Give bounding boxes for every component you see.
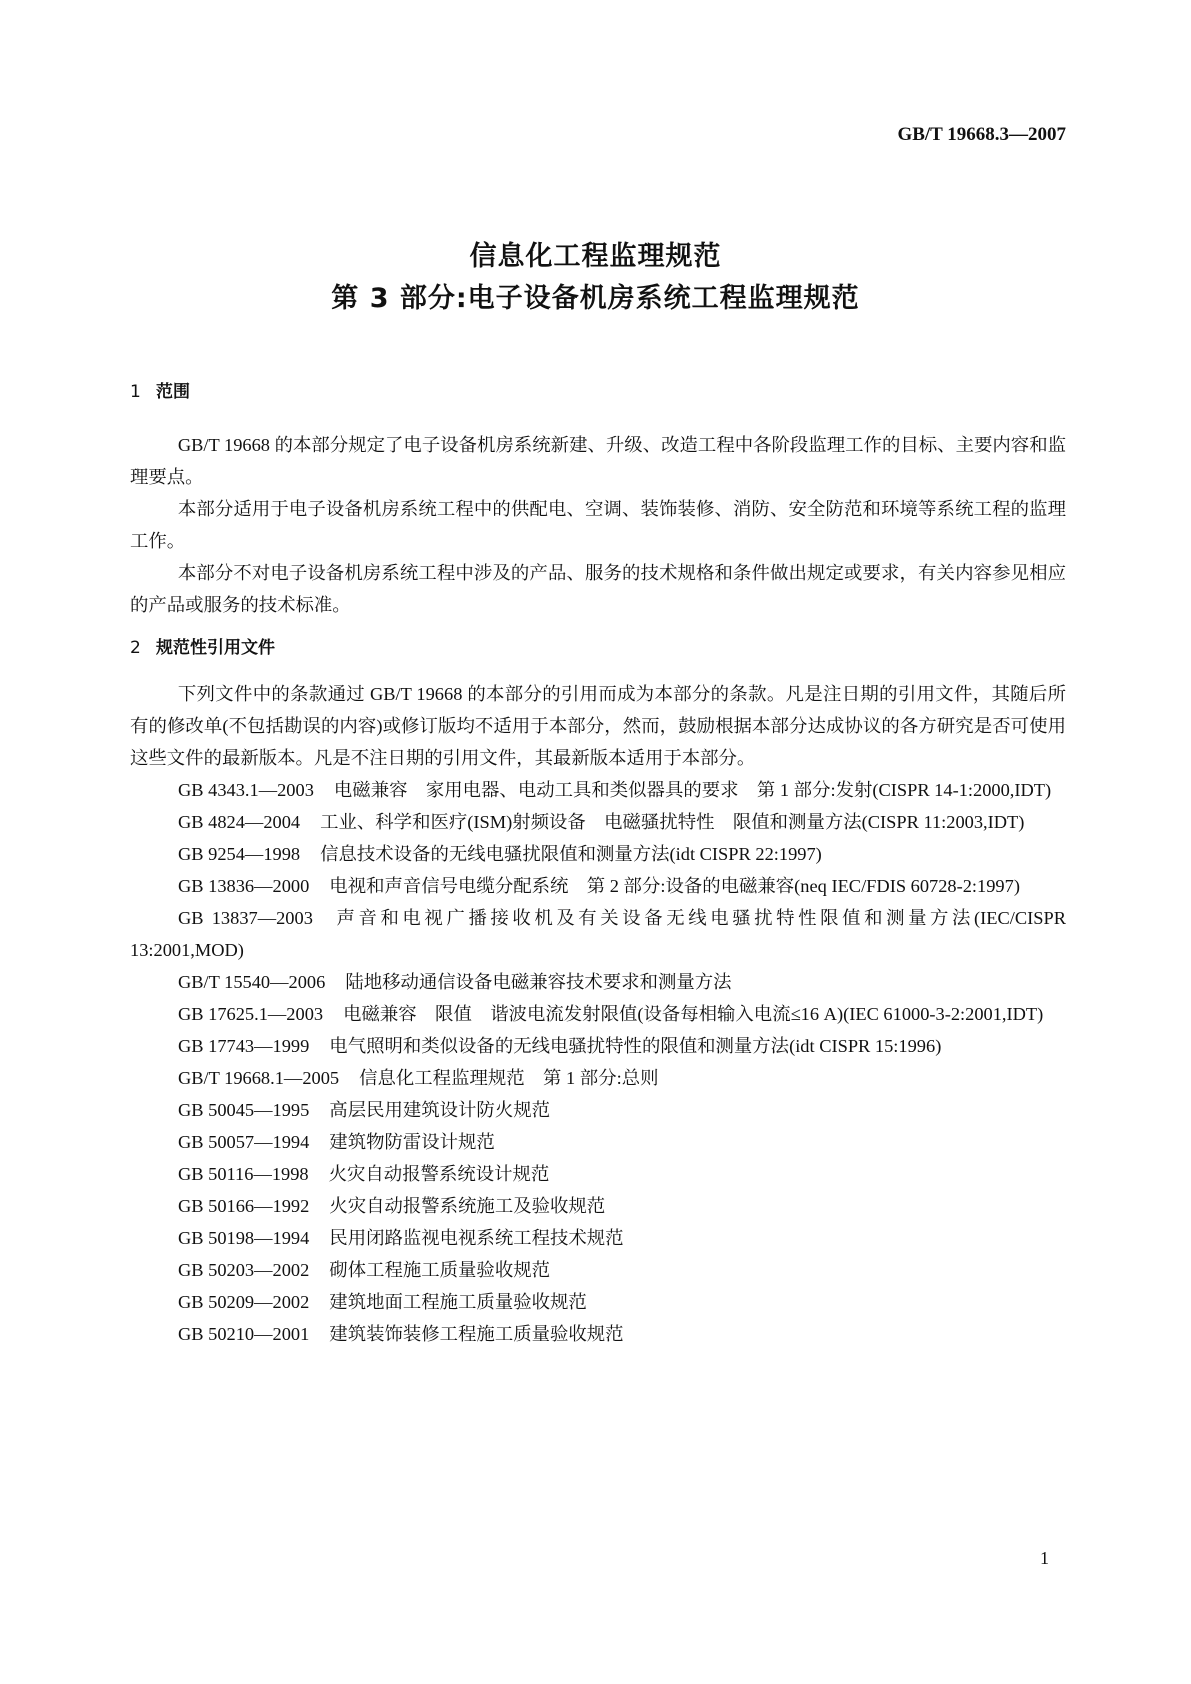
reference-title: 信息化工程监理规范 第 1 部分:总则 (359, 1068, 659, 1088)
document-title: 信息化工程监理规范 (469, 241, 722, 272)
reference-title: 建筑装饰装修工程施工质量验收规范 (329, 1324, 624, 1344)
reference-item (130, 774, 1066, 806)
reference-code: GB 50057—1994 (178, 1132, 310, 1152)
reference-code: GB 50045—1995 (178, 1100, 310, 1120)
reference-title: 陆地移动通信设备电磁兼容技术要求和测量方法 (345, 972, 732, 992)
reference-item (130, 902, 1066, 966)
reference-code: GB 4824—2004 (178, 812, 301, 832)
paragraph: 本部分适用于电子设备机房系统工程中的供配电、空调、装饰装修、消防、安全防范和环境等系统工程的监理工作。 (130, 499, 1066, 551)
reference-title: 电磁兼容 限值 谐波电流发射限值(设备每相输入电流≤16 A)(IEC 61000-3-2:2001,IDT) (343, 1004, 1044, 1024)
reference-title: 电磁兼容 家用电器、电动工具和类似器具的要求 第 1 部分:发射(CISPR 14-1:2000,IDT) (333, 780, 1052, 800)
reference-title: 火灾自动报警系统施工及验收规范 (329, 1196, 606, 1216)
paragraph: GB/T 19668 的本部分规定了电子设备机房系统新建、升级、改造工程中各阶段监理工作的目标、主要内容和监理要点。 (130, 435, 1066, 487)
section-number: 2 (130, 638, 141, 658)
paragraph: 下列文件中的条款通过 GB/T 19668 的本部分的引用而成为本部分的条款。凡是注日期的引用文件，其随后所有的修改单(不包括勘误的内容)或修订版均不适用于本部分，然而，鼓励根据本部分达成协议的各方研究是否可使用这些文件的最新版本。凡是不注日期的引用文件，其最新版本适用于本部分。 (130, 684, 1066, 768)
reference-item (130, 806, 1066, 838)
reference-item (130, 1318, 1066, 1350)
section-title: 规范性引用文件 (156, 638, 275, 658)
reference-code: GB 9254—1998 (178, 844, 301, 864)
reference-title: 砌体工程施工质量验收规范 (329, 1260, 550, 1280)
paragraph: 本部分不对电子设备机房系统工程中涉及的产品、服务的技术规格和条件做出规定或要求，有关内容参见相应的产品或服务的技术标准。 (130, 563, 1066, 615)
reference-code: GB 50116—1998 (178, 1164, 309, 1184)
reference-code: GB/T 15540—2006 (178, 972, 326, 992)
reference-title: 建筑地面工程施工质量验收规范 (329, 1292, 587, 1312)
reference-item (130, 1158, 1066, 1190)
reference-item (130, 1222, 1066, 1254)
section-normative-references (130, 632, 1066, 1350)
reference-code: GB 50198—1994 (178, 1228, 310, 1248)
reference-code: GB 4343.1—2003 (178, 780, 314, 800)
reference-title: 电气照明和类似设备的无线电骚扰特性的限值和测量方法(idt CISPR 15:1996) (329, 1036, 942, 1056)
section-title: 范围 (156, 382, 190, 402)
reference-code: GB/T 19668.1—2005 (178, 1068, 340, 1088)
reference-title: 信息技术设备的无线电骚扰限值和测量方法(idt CISPR 22:1997) (320, 844, 822, 864)
reference-code: GB 50203—2002 (178, 1260, 310, 1280)
reference-list (130, 774, 1066, 1350)
page-number: 1 (1040, 1548, 1049, 1568)
reference-item (130, 1286, 1066, 1318)
reference-title: 电视和声音信号电缆分配系统 第 2 部分:设备的电磁兼容(neq IEC/FDIS 60728-2:1997) (329, 876, 1020, 896)
reference-item (130, 1094, 1066, 1126)
reference-item (130, 1254, 1066, 1286)
reference-code: GB 50209—2002 (178, 1292, 310, 1312)
section-heading (130, 376, 1066, 408)
reference-item (130, 838, 1066, 870)
reference-title: 工业、科学和医疗(ISM)射频设备 电磁骚扰特性 限值和测量方法(CISPR 11:2003,IDT) (320, 812, 1025, 832)
reference-title: 声音和电视广播接收机及有关设备无线电骚扰特性限值和测量方法(IEC/CISPR 13:2001,MOD) (130, 908, 1066, 960)
reference-item (130, 1062, 1066, 1094)
reference-item (130, 1126, 1066, 1158)
reference-item (130, 870, 1066, 902)
reference-item (130, 1190, 1066, 1222)
document-subtitle: 第 3 部分:电子设备机房系统工程监理规范 (331, 283, 860, 314)
reference-item (130, 1030, 1066, 1062)
standard-code: GB/T 19668.3—2007 (897, 124, 1066, 145)
reference-code: GB 13837—2003 (178, 908, 313, 928)
reference-item (130, 966, 1066, 998)
reference-title: 民用闭路监视电视系统工程技术规范 (329, 1228, 624, 1248)
section-number: 1 (130, 382, 141, 402)
reference-code: GB 50166—1992 (178, 1196, 310, 1216)
reference-code: GB 17625.1—2003 (178, 1004, 324, 1024)
reference-item (130, 998, 1066, 1030)
section-heading (130, 632, 1066, 664)
reference-title: 火灾自动报警系统设计规范 (328, 1164, 550, 1184)
reference-title: 高层民用建筑设计防火规范 (329, 1100, 550, 1120)
section-scope (130, 376, 1066, 621)
reference-title: 建筑物防雷设计规范 (329, 1132, 495, 1152)
reference-code: GB 50210—2001 (178, 1324, 310, 1344)
reference-code: GB 17743—1999 (178, 1036, 310, 1056)
reference-code: GB 13836—2000 (178, 876, 310, 896)
